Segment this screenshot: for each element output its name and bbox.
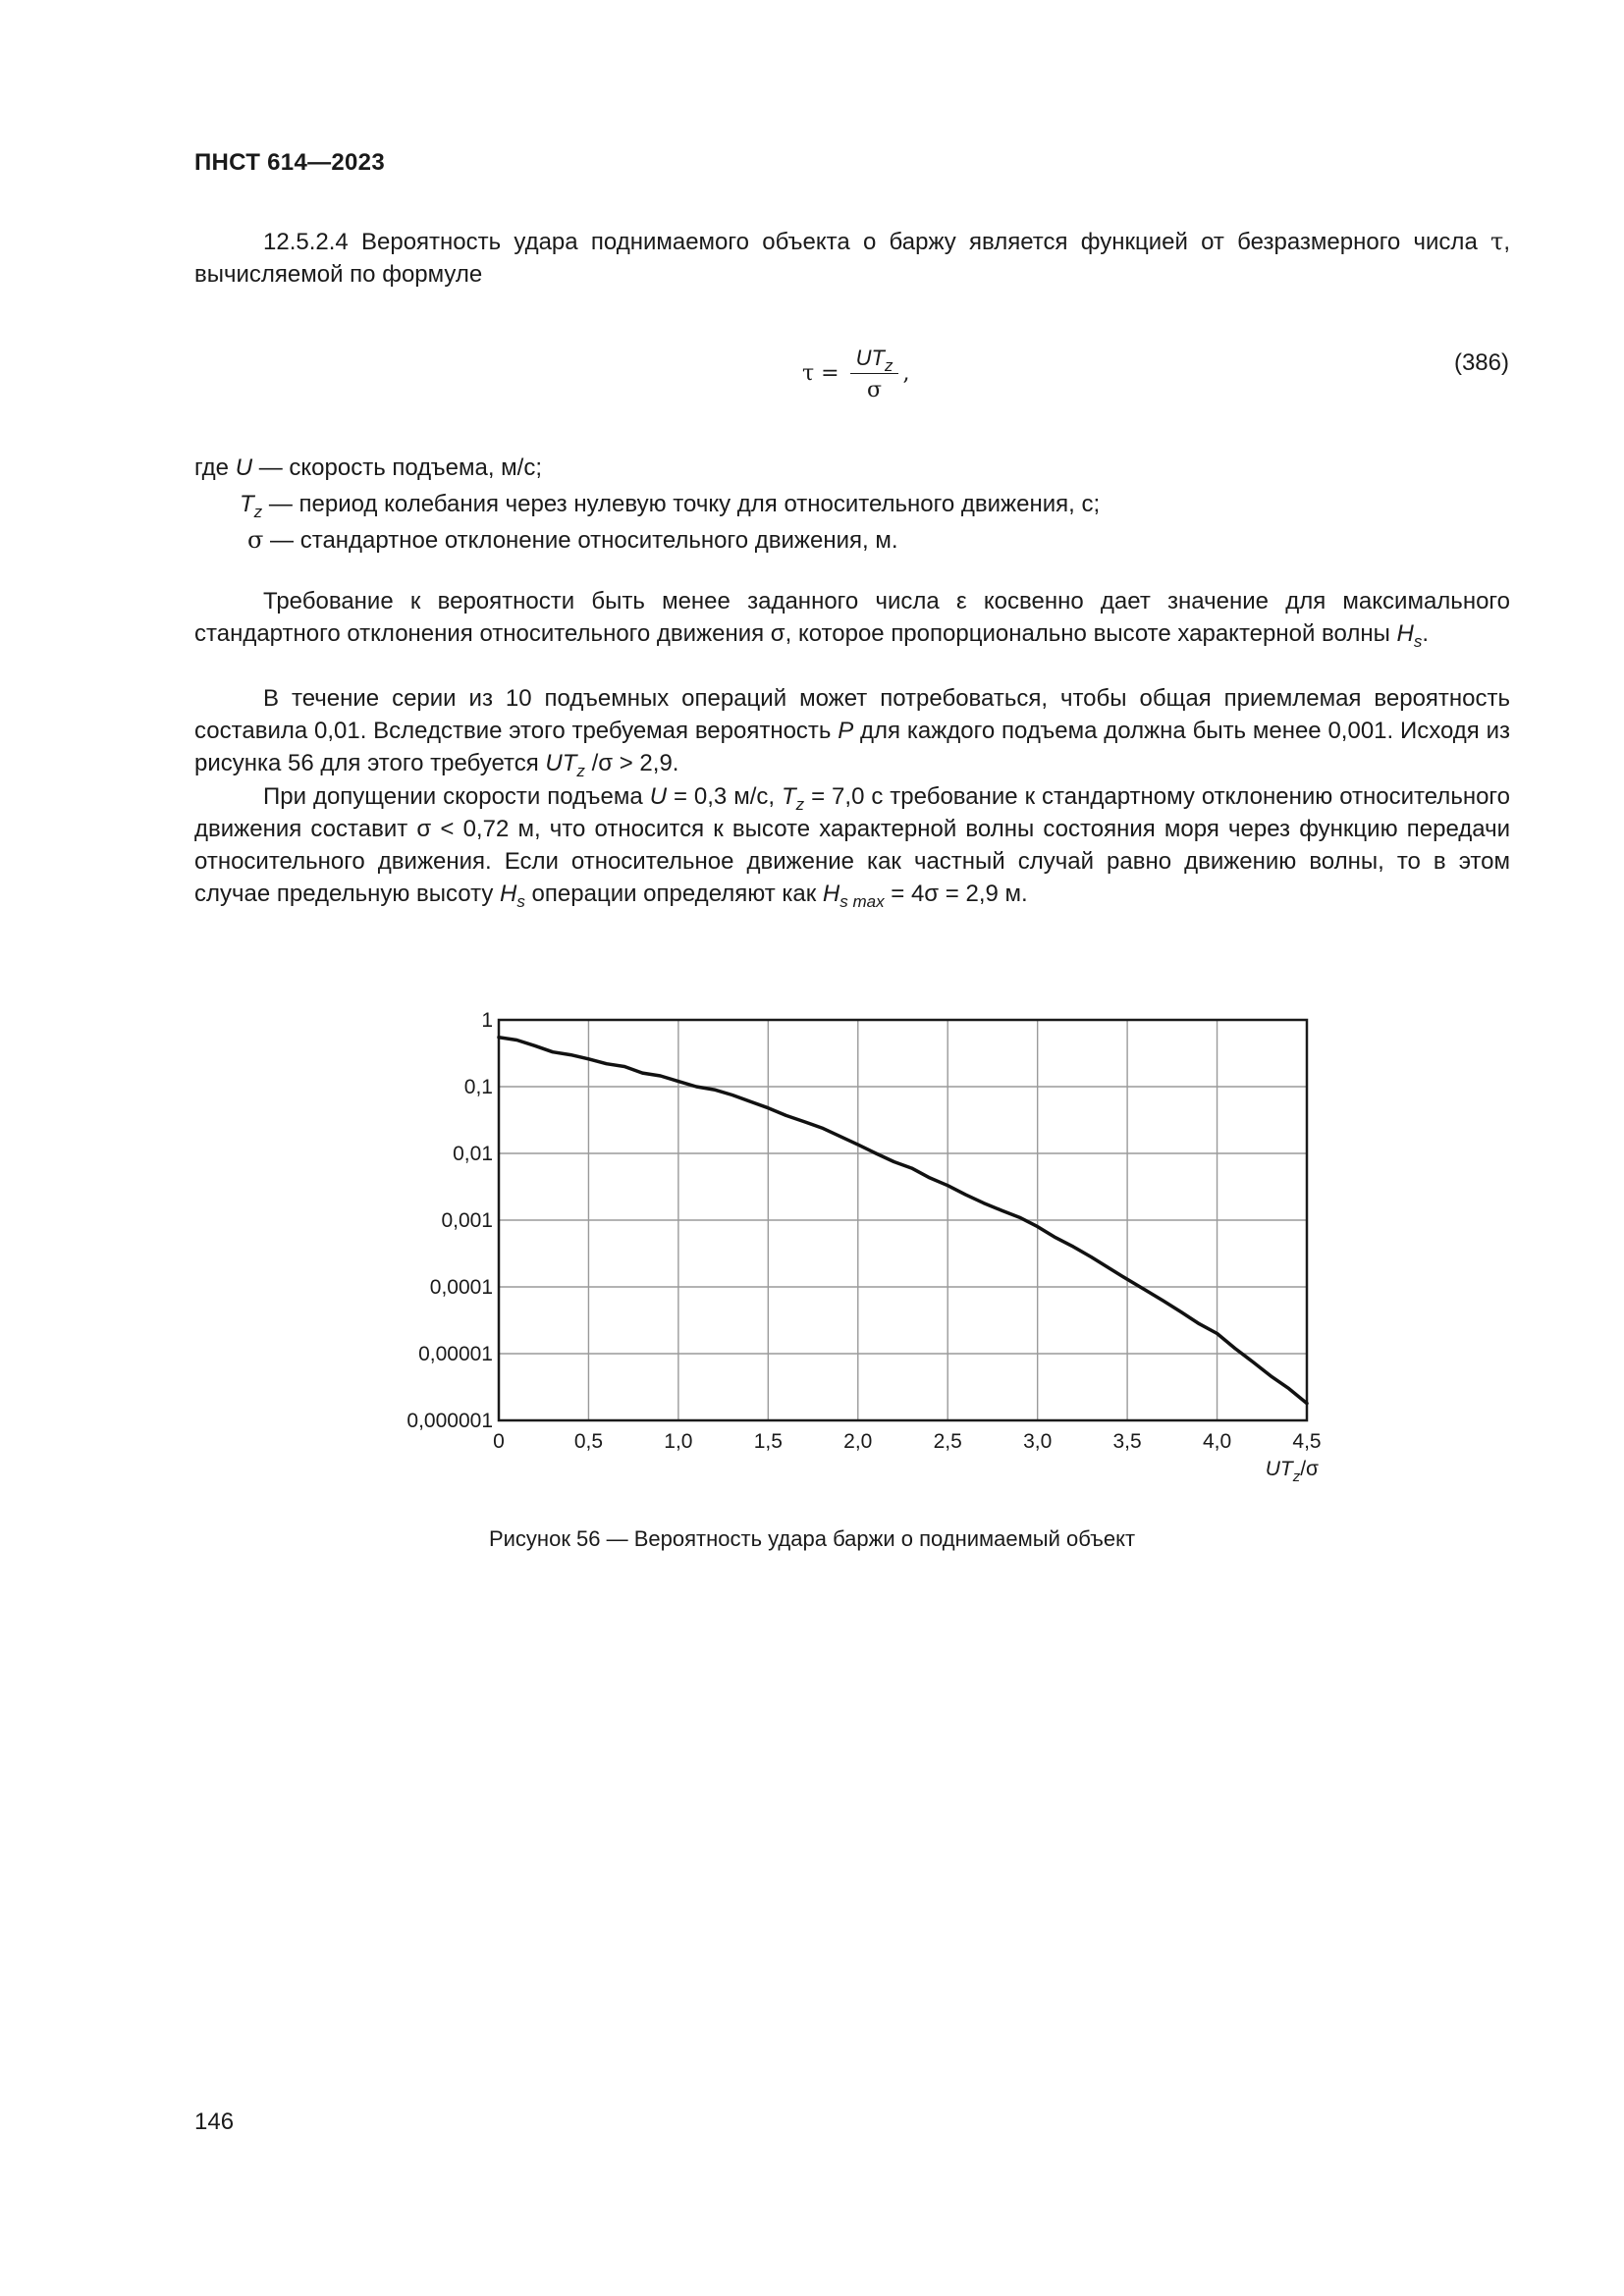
p3-p: P: [838, 718, 854, 744]
x-tick-label: 2,5: [933, 1430, 962, 1453]
y-tick-label: 0,001: [441, 1209, 493, 1232]
formula-equals: =: [821, 361, 839, 386]
tz-text: — период колебания через нулевую точку для относительного движения, с;: [262, 491, 1101, 517]
where-word: где: [194, 454, 230, 481]
x-tick-label: 0,5: [573, 1430, 604, 1453]
p4-h2: H: [822, 881, 840, 907]
x-tick-label: 4,5: [1292, 1430, 1322, 1453]
sigma-text: — стандартное отклонение относительного движения, м.: [263, 527, 898, 554]
p3-end: /σ > 2,9.: [584, 750, 679, 776]
p4-t: T: [782, 783, 796, 810]
p3-text: В течение серии из 10 подъемных операций может потребоваться, чтобы общая приемлемая вероятность составила 0,01. Вследствие этого требуемая вероятность: [194, 685, 1510, 744]
formula-lhs: τ: [802, 361, 815, 386]
u-text: — скорость подъема, м/с;: [252, 454, 543, 481]
x-axis-label: [1266, 1458, 1319, 1485]
p2-text: Требование к вероятности быть менее заданного числа ε косвенно дает значение для максимального стандартного отклонения относительного движения σ, которое пропорционально высоте характерной волны: [194, 588, 1510, 647]
chart-grid: [499, 1020, 1307, 1420]
p2-hs-sub: s: [1413, 632, 1423, 651]
y-tick-label: 0,01: [453, 1143, 493, 1165]
p3-ut: UT: [545, 750, 577, 776]
p2-hs: H: [1396, 620, 1414, 647]
x-tick-label: 2,0: [843, 1430, 873, 1453]
chart-tick-labels: [406, 1009, 1321, 1453]
x-tick-label: 0: [493, 1430, 505, 1453]
p4-c: = 7,0 с требование к стандартному отклонению относительного движения составит σ < 0,72 м, что относится к высоте характерной волны состояния моря через функцию передачи относительного движения. Если относительное движение как частный случай равно движению волны, то в этом случае предельную высоту: [194, 783, 1510, 907]
tau-symbol: τ: [1490, 228, 1504, 255]
p3-mid: для каждого подъема должна быть менее 0,001. Исходя из рисунка 56 для этого требуется: [194, 718, 1510, 776]
p4-h-sub: s: [516, 892, 525, 911]
document-header: ПНСТ 614—2023: [194, 149, 385, 176]
y-tick-label: 0,00001: [418, 1343, 493, 1365]
p4-h: H: [500, 881, 517, 907]
p4-e: = 4σ = 2,9 м.: [884, 881, 1028, 907]
numerator-main: UT: [855, 346, 885, 370]
figure-caption: Рисунок 56 — Вероятность удара баржи о поднимаемый объект: [488, 1526, 1136, 1551]
x-label-tail: /σ: [1300, 1458, 1319, 1480]
y-tick-label: 0,1: [463, 1076, 493, 1098]
p4-b: = 0,3 м/с,: [667, 783, 782, 810]
y-tick-label: 0,0001: [429, 1276, 493, 1299]
p4-u: U: [649, 783, 668, 810]
x-tick-label: 3,5: [1112, 1430, 1142, 1453]
x-tick-label: 1,5: [753, 1430, 783, 1453]
p3-ut-sub: z: [576, 762, 585, 780]
x-tick-label: 3,0: [1023, 1430, 1053, 1453]
page-number: 146: [194, 2109, 235, 2135]
p2-end: .: [1422, 620, 1430, 647]
tz-symbol: T: [240, 491, 254, 517]
y-tick-label: 0,000001: [406, 1410, 493, 1432]
intro-text: 12.5.2.4 Вероятность удара поднимаемого объекта о баржу является функцией от безразмерного числа: [263, 229, 1491, 255]
formula-comma: ,: [902, 361, 910, 386]
intro-text-end: , вычисляемой по формуле: [194, 229, 1510, 288]
formula-denominator: σ: [867, 378, 883, 402]
numerator-sub: z: [884, 356, 893, 375]
x-tick-label: 4,0: [1202, 1430, 1232, 1453]
x-label-sub: z: [1292, 1468, 1301, 1485]
tz-sub: z: [253, 503, 263, 521]
p4-a: При допущении скорости подъема: [263, 783, 650, 810]
equation-number: (386): [1453, 349, 1509, 376]
u-symbol: U: [235, 454, 253, 481]
x-tick-label: 1,0: [664, 1430, 693, 1453]
x-label-main: UT: [1265, 1458, 1293, 1480]
p4-t-sub: z: [795, 795, 805, 814]
p4-d: операции определяют как: [524, 881, 823, 907]
p4-h2-sub: s max: [839, 892, 885, 911]
sigma-symbol: σ: [247, 526, 264, 554]
y-tick-label: 1: [481, 1009, 493, 1032]
